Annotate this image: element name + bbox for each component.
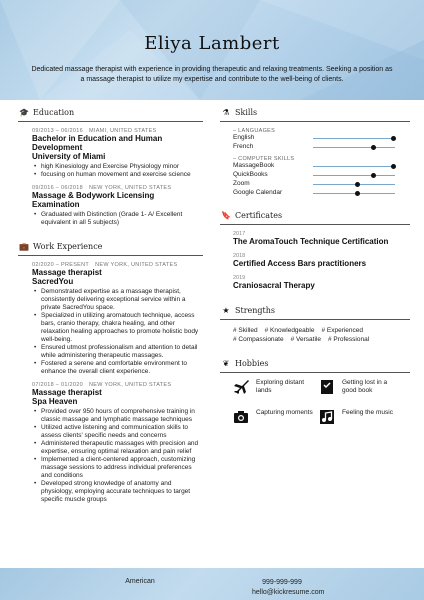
divider bbox=[220, 372, 410, 373]
hobby-item: Exploring distant lands bbox=[233, 379, 316, 395]
education-entry: 09/2013 – 06/2016 MIAMI, UNITED STATES Bachelor in Education and Human Development University of Miami • high Kinesiology and Exercise Physiology minor • focusing on human movement and exercise science bbox=[18, 128, 203, 179]
skills-heading: ⚗ Skills bbox=[220, 105, 410, 119]
hobby-item: Capturing moments bbox=[233, 409, 316, 425]
skill-level-dot bbox=[371, 145, 376, 150]
graduation-cap-icon: 🎓 bbox=[19, 107, 29, 117]
skill-label: Zoom bbox=[233, 180, 250, 187]
footer-band bbox=[0, 568, 424, 600]
experience-heading: 💼 Work Experience bbox=[19, 241, 103, 251]
divider bbox=[220, 121, 410, 122]
flask-icon: ⚗ bbox=[222, 107, 230, 117]
skill-label: French bbox=[233, 143, 254, 150]
airplane-icon bbox=[233, 379, 249, 395]
list-item: • Graduated with Distinction (Grade 1- A/ Excellent equivalent in all 5 subjects) bbox=[32, 211, 203, 227]
strengths-row: # Skilled # Knowledgeable # Experienced bbox=[233, 327, 364, 334]
skill-level-track bbox=[313, 147, 395, 148]
list-item: • Developed strong knowledge of anatomy and physiology, employing accurate techniques to target specific muscle groups bbox=[32, 480, 203, 504]
skill-row bbox=[233, 143, 410, 152]
skill-level-dot bbox=[391, 136, 396, 141]
music-icon bbox=[319, 409, 335, 425]
skill-row bbox=[233, 180, 410, 189]
list-item: • Implemented a client-centered approach, customizing massage sessions to address individual preferences and conditions bbox=[32, 456, 203, 480]
star-icon: ★ bbox=[222, 305, 230, 315]
leaf-icon: ❦ bbox=[222, 358, 230, 368]
divider bbox=[18, 255, 203, 256]
experience-entry: 02/2020 – PRESENT NEW YORK, UNITED STATES Massage therapist SacredYou • Demonstrated expertise as a massage therapist, consistently delivering exceptional service within a private SacredYou space. • Specialized in utilizing aromatouch technique, access bars, cranio therapy, chakra healing, and other relaxation healing approaches to promote holistic body well-being. • Ensured utmost professionalism and attention to detail while administering therapeutic massages. • Fostered a serene and comfortable environment to enhance the overall client experience. bbox=[18, 262, 203, 376]
divider bbox=[18, 121, 203, 122]
skill-label: QuickBooks bbox=[233, 171, 268, 178]
divider bbox=[220, 319, 410, 320]
skill-label: English bbox=[233, 134, 255, 141]
footer-contact bbox=[252, 578, 325, 598]
certificates-heading: 🔖 Certificates bbox=[221, 210, 283, 220]
skill-level-dot bbox=[355, 182, 360, 187]
skill-row bbox=[233, 171, 410, 180]
skill-level-track bbox=[313, 175, 395, 176]
list-item: • Administered therapeutic massages with precision and expertise, ensuring optimal relaxation and pain relief bbox=[32, 440, 203, 456]
skill-row bbox=[233, 189, 410, 198]
experience-entry: 07/2018 – 01/2020 NEW YORK, UNITED STATES Massage therapist Spa Heaven • Provided over 950 hours of comprehensive training in classic massage and lymphatic massage techniques • Utilized active listening and communication skills to assess clients' specific needs and concerns • Administered therapeutic massages with precision and expertise, ensuring optimal relaxation and pain relief • Implemented a client-centered approach, customizing massage sessions to address individual preferences and conditions • Developed strong knowledge of anatomy and physiology, employing accurate techniques to target specific muscle groups bbox=[18, 382, 203, 504]
list-item: • Utilized active listening and communication skills to assess clients' specific needs and concerns bbox=[32, 424, 203, 440]
camera-icon bbox=[233, 409, 249, 425]
phone-number: 999-999-999 bbox=[262, 579, 302, 586]
hobby-item: Feeling the music bbox=[319, 409, 402, 425]
profile-summary: Dedicated massage therapist with experience in providing therapeutic and relaxing treatments. Seeking a position as a massage therapist to utilize my expertise and contribute to the well-being of clients. bbox=[31, 66, 393, 83]
briefcase-icon: 💼 bbox=[19, 241, 29, 251]
education-entry: 09/2016 – 06/2018 NEW YORK, UNITED STATES Massage & Bodywork Licensing Examination • Graduated with Distinction (Grade 1- A/ Excellent equivalent in all 5 subjects) bbox=[18, 185, 203, 227]
footer-address: American bbox=[125, 578, 155, 585]
skill-row bbox=[233, 162, 410, 171]
left-column bbox=[18, 105, 203, 504]
hobbies-heading: ❦ Hobbies bbox=[220, 356, 410, 370]
strengths-row: # Compassionate # Versatile # Professional bbox=[233, 336, 370, 343]
skill-level-dot bbox=[371, 173, 376, 178]
list-item: • Demonstrated expertise as a massage therapist, consistently delivering exceptional service within a private SacredYou space. bbox=[32, 288, 203, 312]
list-item: • Specialized in utilizing aromatouch technique, access bars, cranio therapy, chakra healing, and other relaxation healing approaches to promote holistic body well-being. bbox=[32, 312, 203, 344]
strengths-heading: ★ Strengths bbox=[220, 303, 410, 317]
skill-level-track bbox=[313, 166, 395, 167]
skill-level-track bbox=[313, 138, 395, 139]
email-address: hello@kickresume.com bbox=[252, 589, 325, 596]
hobby-item: Getting lost in a good book bbox=[319, 379, 402, 395]
certificate-item: 2018 Certified Access Bars practitioners bbox=[233, 253, 367, 268]
divider bbox=[220, 224, 410, 225]
bookmark-icon: 🔖 bbox=[221, 210, 231, 220]
right-column bbox=[220, 105, 410, 449]
skill-category: – COMPUTER SKILLS bbox=[233, 156, 295, 162]
skill-level-dot bbox=[391, 164, 396, 169]
bookmark-icon bbox=[319, 379, 335, 395]
list-item: • high Kinesiology and Exercise Physiology minor bbox=[32, 163, 203, 171]
certificate-item: 2017 The AromaTouch Technique Certification bbox=[233, 231, 389, 246]
list-item: • focusing on human movement and exercise science bbox=[32, 171, 203, 179]
skill-category: – LANGUAGES bbox=[233, 128, 276, 134]
candidate-name: Eliya Lambert bbox=[144, 33, 280, 54]
education-heading: 🎓 Education bbox=[19, 107, 75, 117]
skill-label: MassageBook bbox=[233, 162, 275, 169]
list-item: • Provided over 950 hours of comprehensive training in classic massage and lymphatic massage techniques bbox=[32, 408, 203, 424]
hobbies-grid bbox=[233, 379, 410, 449]
list-item: • Fostered a serene and comfortable environment to enhance the overall client experience. bbox=[32, 360, 203, 376]
skill-level-dot bbox=[355, 191, 360, 196]
skill-row bbox=[233, 134, 410, 143]
skill-label: Google Calendar bbox=[233, 189, 283, 196]
list-item: • Ensured utmost professionalism and attention to detail while administering therapeutic massages. bbox=[32, 344, 203, 360]
certificate-item: 2019 Craniosacral Therapy bbox=[233, 275, 315, 290]
